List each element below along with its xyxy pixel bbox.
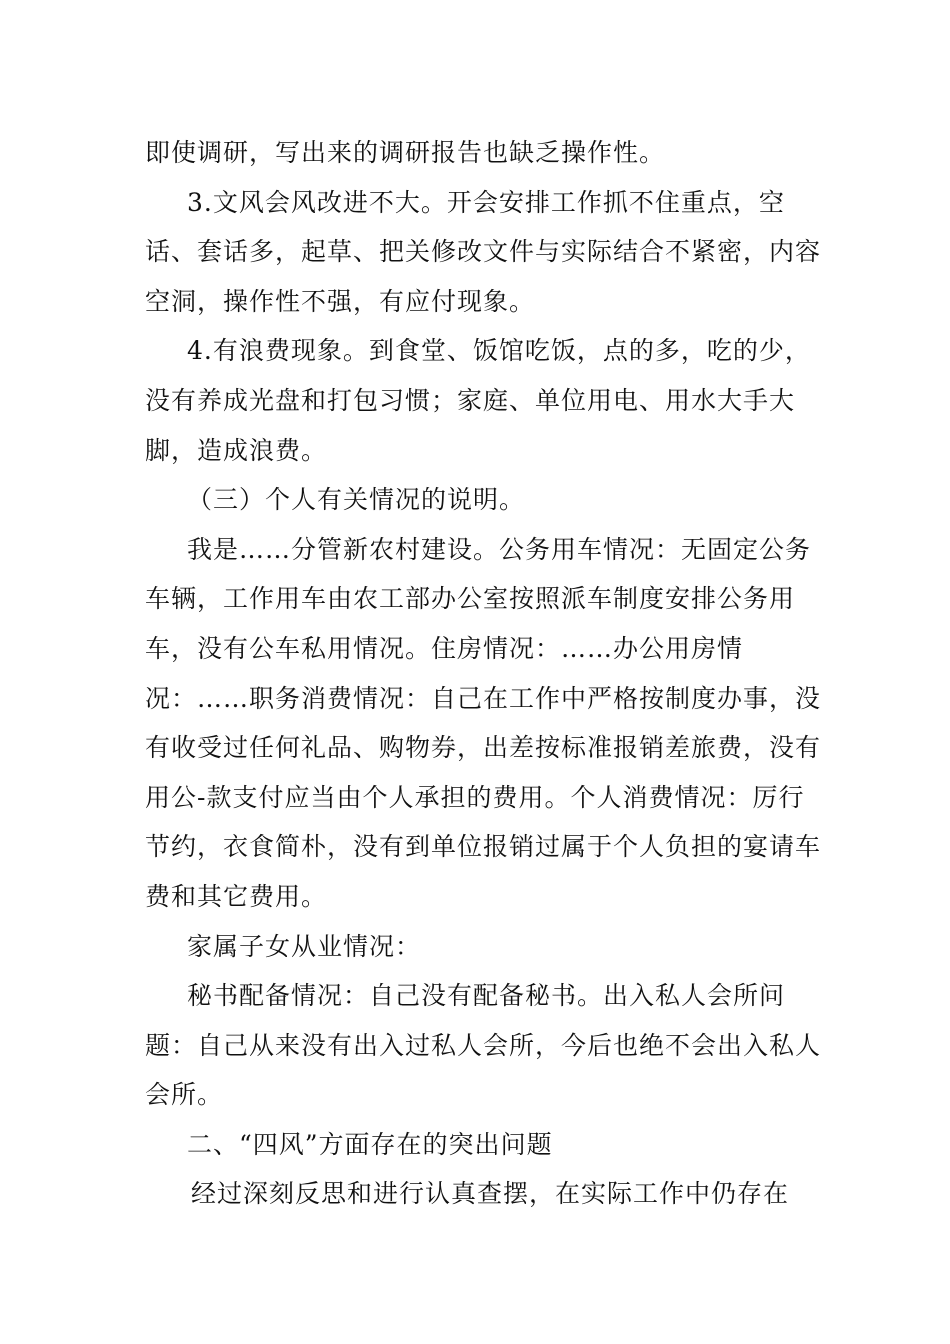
paragraph-continuation: 即使调研，写出来的调研报告也缺乏操作性。 bbox=[145, 138, 666, 167]
paragraph-secretary: 秘书配备情况：自己没有配备秘书。出入私人会所问题：自己从来没有出入过私人会所，今后也绝不会出入私人会所。 bbox=[145, 981, 822, 1110]
document-body bbox=[145, 128, 825, 1219]
paragraph-item-3: 3.文风会风改进不大。开会安排工作抓不住重点，空话、套话多，起草、把关修改文件与实际结合不紧密，内容空洞，操作性不强，有应付现象。 bbox=[145, 187, 822, 316]
paragraph-family-employment: 家属子女从业情况： bbox=[187, 931, 422, 961]
paragraph-item-4: 4.有浪费现象。到食堂、饭馆吃饭，点的多，吃的少，没有养成光盘和打包习惯；家庭、单位用电、用水大手大脚，造成浪费。 bbox=[145, 336, 811, 465]
section-heading-3: （三）个人有关情况的说明。 bbox=[187, 485, 526, 515]
paragraph-reflection: 经过深刻反思和进行认真查摆，在实际工作中仍存在 bbox=[191, 1179, 790, 1209]
section-heading-2: 二、“四风”方面存在的突出问题 bbox=[187, 1129, 553, 1159]
paragraph-personal-situation: 我是……分管新农村建设。公务用车情况：无固定公务车辆，工作用车由农工部办公室按照派车制度安排公务用车，没有公车私用情况。住房情况：……办公用房情况：……职务消费情况：自己在工作中严格按制度办事，没有收受过任何礼品、购物券，出差按标准报销差旅费，没有用公-款支付应当由个人承担的费用。个人消费情况：厉行节约，衣食简朴，没有到单位报销过属于个人负担的宴请车费和其它费用。 bbox=[145, 534, 822, 911]
